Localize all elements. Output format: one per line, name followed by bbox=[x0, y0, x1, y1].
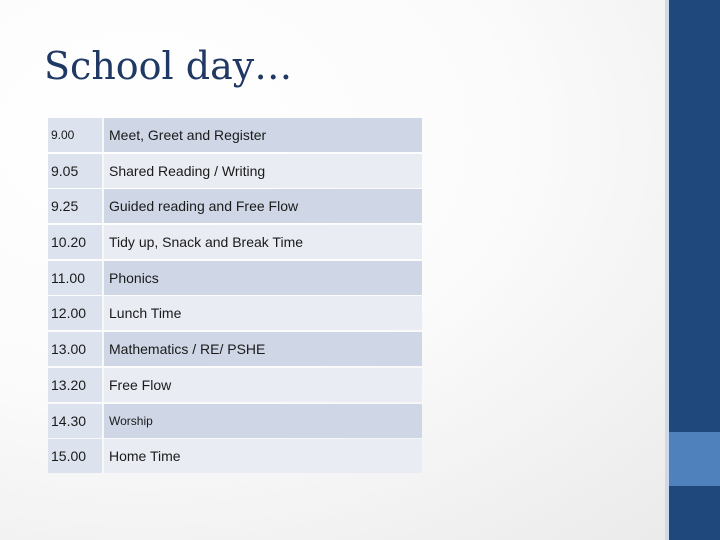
schedule-table bbox=[48, 118, 422, 475]
schedule-time: 12.00 bbox=[48, 296, 102, 330]
schedule-activity: Guided reading and Free Flow bbox=[104, 189, 422, 223]
schedule-activity: Lunch Time bbox=[104, 296, 422, 330]
schedule-time: 13.20 bbox=[48, 368, 102, 402]
schedule-row bbox=[48, 118, 422, 152]
schedule-activity: Free Flow bbox=[104, 368, 422, 402]
slide-title: School day… bbox=[44, 44, 293, 88]
schedule-row bbox=[48, 261, 422, 295]
decorative-side-bar bbox=[665, 0, 720, 540]
schedule-time: 14.30 bbox=[48, 404, 102, 438]
schedule-activity: Mathematics / RE/ PSHE bbox=[104, 332, 422, 366]
schedule-row bbox=[48, 368, 422, 402]
side-bar-accent-block bbox=[669, 432, 720, 486]
schedule-time: 9.00 bbox=[48, 118, 102, 152]
schedule-activity: Phonics bbox=[104, 261, 422, 295]
schedule-time: 11.00 bbox=[48, 261, 102, 295]
schedule-row bbox=[48, 189, 422, 223]
schedule-row bbox=[48, 154, 422, 188]
schedule-time: 13.00 bbox=[48, 332, 102, 366]
schedule-activity: Meet, Greet and Register bbox=[104, 118, 422, 152]
schedule-time: 10.20 bbox=[48, 225, 102, 259]
schedule-activity: Home Time bbox=[104, 439, 422, 473]
schedule-row bbox=[48, 439, 422, 473]
schedule-activity: Shared Reading / Writing bbox=[104, 154, 422, 188]
schedule-activity: Tidy up, Snack and Break Time bbox=[104, 225, 422, 259]
schedule-row bbox=[48, 296, 422, 330]
schedule-activity: Worship bbox=[104, 404, 422, 438]
schedule-row bbox=[48, 225, 422, 259]
schedule-time: 9.25 bbox=[48, 189, 102, 223]
schedule-row bbox=[48, 404, 422, 438]
schedule-row bbox=[48, 332, 422, 366]
schedule-time: 15.00 bbox=[48, 439, 102, 473]
schedule-time: 9.05 bbox=[48, 154, 102, 188]
